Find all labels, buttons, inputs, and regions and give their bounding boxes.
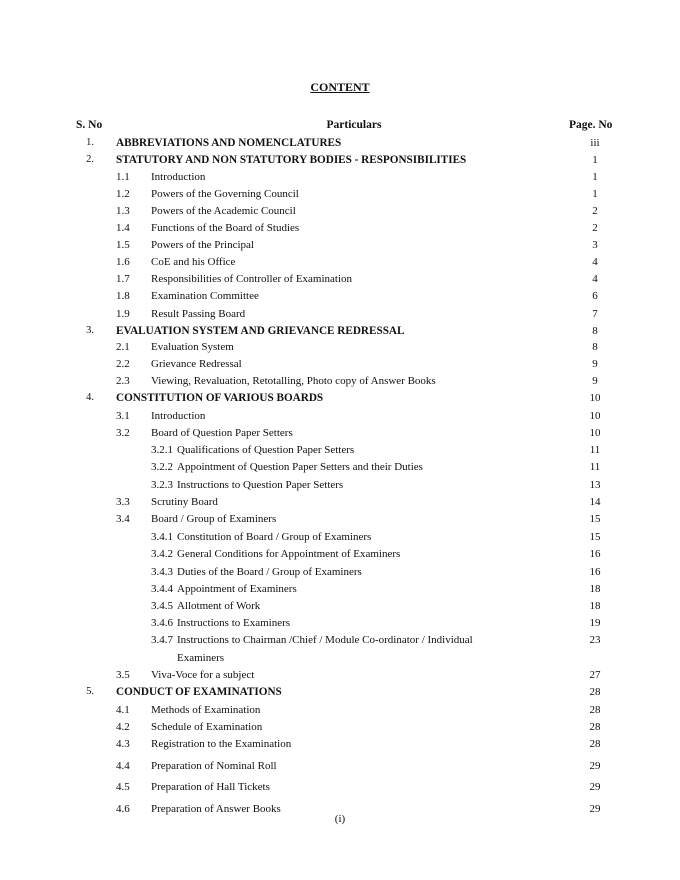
- toc-title: Viva-Voce for a subject: [151, 669, 255, 681]
- toc-row: [0, 669, 680, 685]
- toc-row: [0, 256, 680, 272]
- toc-page-number: 1: [592, 171, 598, 183]
- toc-page-number: 16: [589, 566, 601, 578]
- toc-row: [0, 721, 680, 737]
- toc-page-number: 29: [589, 760, 601, 772]
- toc-title: Registration to the Examination: [151, 738, 292, 750]
- toc-number: 1.: [86, 137, 94, 148]
- toc-row: [0, 781, 680, 797]
- toc-number: 3.4.2: [151, 548, 173, 560]
- toc-title: CONDUCT OF EXAMINATIONS: [116, 686, 282, 698]
- toc-page-number: 2: [592, 222, 598, 234]
- toc-number: 3.1: [116, 410, 130, 422]
- toc-title: Qualifications of Question Paper Setters: [177, 444, 355, 456]
- toc-title: Evaluation System: [151, 341, 234, 353]
- toc-title: Introduction: [151, 410, 206, 422]
- toc-row: [0, 137, 680, 153]
- toc-row: [0, 154, 680, 170]
- toc-number: 1.9: [116, 308, 130, 320]
- toc-page-number: 11: [589, 444, 601, 456]
- toc-title: Examiners: [177, 652, 225, 664]
- toc-title: Viewing, Revaluation, Retotalling, Photo copy of Answer Books: [151, 375, 436, 387]
- toc-number: 3.2.3: [151, 479, 173, 491]
- toc-title: Powers of the Academic Council: [151, 205, 296, 217]
- toc-number: 5.: [86, 686, 94, 697]
- toc-number: 1.8: [116, 290, 130, 302]
- toc-title: Preparation of Answer Books: [151, 803, 281, 815]
- toc-number: 3.3: [116, 496, 130, 508]
- toc-row: [0, 325, 680, 341]
- toc-number: 4.: [86, 392, 94, 403]
- toc-title: Appointment of Examiners: [177, 583, 297, 595]
- toc-number: 4.6: [116, 803, 130, 815]
- toc-number: 3.2: [116, 427, 130, 439]
- toc-title: Powers of the Governing Council: [151, 188, 299, 200]
- page-footer: (i): [334, 813, 346, 825]
- toc-number: 1.3: [116, 205, 130, 217]
- toc-number: 3.4.5: [151, 600, 173, 612]
- toc-number: 2.: [86, 154, 94, 165]
- toc-row: [0, 239, 680, 255]
- toc-title: CoE and his Office: [151, 256, 236, 268]
- toc-page-number: 3: [592, 239, 598, 251]
- toc-row: [0, 686, 680, 702]
- toc-row: [0, 760, 680, 776]
- toc-row: [0, 617, 680, 633]
- toc-number: 3.4: [116, 513, 130, 525]
- toc-row: [0, 273, 680, 289]
- toc-title: CONSTITUTION OF VARIOUS BOARDS: [116, 392, 324, 404]
- toc-row: [0, 461, 680, 477]
- toc-row: [0, 392, 680, 408]
- toc-page-number: 18: [589, 583, 601, 595]
- toc-row: [0, 290, 680, 306]
- toc-number: 3.4.1: [151, 531, 173, 543]
- toc-page-number: 23: [589, 634, 601, 646]
- toc-page-number: 28: [589, 686, 601, 698]
- toc-page-number: 7: [592, 308, 598, 320]
- toc-row: [0, 358, 680, 374]
- header-page-no: Page. No: [569, 119, 613, 131]
- toc-number: 2.3: [116, 375, 130, 387]
- toc-number: 3.5: [116, 669, 130, 681]
- toc-title: EVALUATION SYSTEM AND GRIEVANCE REDRESSAL: [116, 325, 405, 337]
- toc-row: [0, 308, 680, 324]
- toc-row: [0, 583, 680, 599]
- toc-page-number: iii: [590, 137, 600, 149]
- toc-number: 1.2: [116, 188, 130, 200]
- toc-row: [0, 188, 680, 204]
- toc-title: General Conditions for Appointment of Examiners: [177, 548, 401, 560]
- toc-row: [0, 222, 680, 238]
- toc-number: 2.1: [116, 341, 130, 353]
- toc-number: 4.3: [116, 738, 130, 750]
- toc-title: Functions of the Board of Studies: [151, 222, 300, 234]
- toc-page-number: 10: [589, 410, 601, 422]
- toc-page-number: 27: [589, 669, 601, 681]
- toc-number: 3.4.3: [151, 566, 173, 578]
- toc-page-number: 4: [592, 256, 598, 268]
- toc-row: [0, 704, 680, 720]
- toc-page-number: 29: [589, 803, 601, 815]
- toc-number: 4.1: [116, 704, 130, 716]
- toc-title: Instructions to Examiners: [177, 617, 291, 629]
- header-sno: S. No: [76, 119, 103, 131]
- toc-title: STATUTORY AND NON STATUTORY BODIES - RESPONSIBILITIES: [116, 154, 467, 166]
- toc-page-number: 4: [592, 273, 598, 285]
- toc-row: [0, 444, 680, 460]
- toc-page-number: 9: [592, 358, 598, 370]
- toc-number: 2.2: [116, 358, 130, 370]
- toc-title: Scrutiny Board: [151, 496, 218, 508]
- toc-page-number: 15: [589, 531, 601, 543]
- toc-title: Instructions to Chairman /Chief / Module Co-ordinator / Individual: [177, 634, 473, 646]
- toc-page-number: 13: [589, 479, 601, 491]
- toc-row: [0, 205, 680, 221]
- toc-title: Schedule of Examination: [151, 721, 263, 733]
- toc-title: Responsibilities of Controller of Examination: [151, 273, 353, 285]
- toc-number: 1.7: [116, 273, 130, 285]
- toc-row: [0, 479, 680, 495]
- toc-number: 1.1: [116, 171, 130, 183]
- toc-title: Board of Question Paper Setters: [151, 427, 293, 439]
- toc-page-number: 8: [592, 325, 598, 337]
- toc-number: 3.4.6: [151, 617, 173, 629]
- page-title: CONTENT: [310, 80, 370, 94]
- toc-title: Powers of the Principal: [151, 239, 254, 251]
- toc-page-number: 11: [589, 461, 601, 473]
- toc-row: [0, 652, 680, 668]
- toc-row: [0, 513, 680, 529]
- toc-number: 4.5: [116, 781, 130, 793]
- toc-number: 3.4.7: [151, 634, 173, 646]
- header-particulars: Particulars: [326, 119, 382, 131]
- toc-page-number: 18: [589, 600, 601, 612]
- toc-row: [0, 600, 680, 616]
- toc-title: Methods of Examination: [151, 704, 261, 716]
- toc-page-number: 28: [589, 738, 601, 750]
- toc-page-number: 1: [592, 154, 598, 166]
- toc-row: [0, 548, 680, 564]
- toc-row: [0, 634, 680, 650]
- toc-title: Grievance Redressal: [151, 358, 242, 370]
- toc-number: 4.2: [116, 721, 130, 733]
- toc-number: 1.6: [116, 256, 130, 268]
- toc-page-number: 19: [589, 617, 601, 629]
- toc-title: Result Passing Board: [151, 308, 246, 320]
- toc-row: [0, 566, 680, 582]
- toc-page-number: 6: [592, 290, 598, 302]
- toc-number: 1.5: [116, 239, 130, 251]
- toc-number: 3.2.1: [151, 444, 173, 456]
- toc-page-number: 28: [589, 721, 601, 733]
- toc-page-number: 28: [589, 704, 601, 716]
- toc-page-number: 2: [592, 205, 598, 217]
- toc-page-number: 9: [592, 375, 598, 387]
- toc-page-number: 10: [589, 427, 601, 439]
- toc-row: [0, 531, 680, 547]
- toc-title: Board / Group of Examiners: [151, 513, 277, 525]
- toc-page-number: 10: [589, 392, 601, 404]
- toc-page-number: 1: [592, 188, 598, 200]
- toc-title: ABBREVIATIONS AND NOMENCLATURES: [116, 137, 342, 149]
- toc-page-number: 16: [589, 548, 601, 560]
- toc-row: [0, 496, 680, 512]
- toc-row: [0, 171, 680, 187]
- toc-title: Allotment of Work: [177, 600, 261, 612]
- toc-row: [0, 375, 680, 391]
- toc-title: Preparation of Hall Tickets: [151, 781, 270, 793]
- toc-number: 3.4.4: [151, 583, 173, 595]
- toc-title: Duties of the Board / Group of Examiners: [177, 566, 362, 578]
- toc-page-number: 29: [589, 781, 601, 793]
- toc-number: 3.2.2: [151, 461, 173, 473]
- toc-title: Examination Committee: [151, 290, 259, 302]
- toc-title: Constitution of Board / Group of Examiners: [177, 531, 372, 543]
- toc-row: [0, 427, 680, 443]
- toc-row: [0, 341, 680, 357]
- toc-title: Appointment of Question Paper Setters and their Duties: [177, 461, 423, 473]
- toc-page-number: 15: [589, 513, 601, 525]
- toc-number: 1.4: [116, 222, 130, 234]
- toc-row: [0, 410, 680, 426]
- toc-number: 4.4: [116, 760, 130, 772]
- toc-title: Instructions to Question Paper Setters: [177, 479, 344, 491]
- toc-page-number: 14: [589, 496, 601, 508]
- toc-row: [0, 738, 680, 754]
- toc-page-number: 8: [592, 341, 598, 353]
- toc-title: Introduction: [151, 171, 206, 183]
- toc-title: Preparation of Nominal Roll: [151, 760, 277, 772]
- toc-number: 3.: [86, 325, 94, 336]
